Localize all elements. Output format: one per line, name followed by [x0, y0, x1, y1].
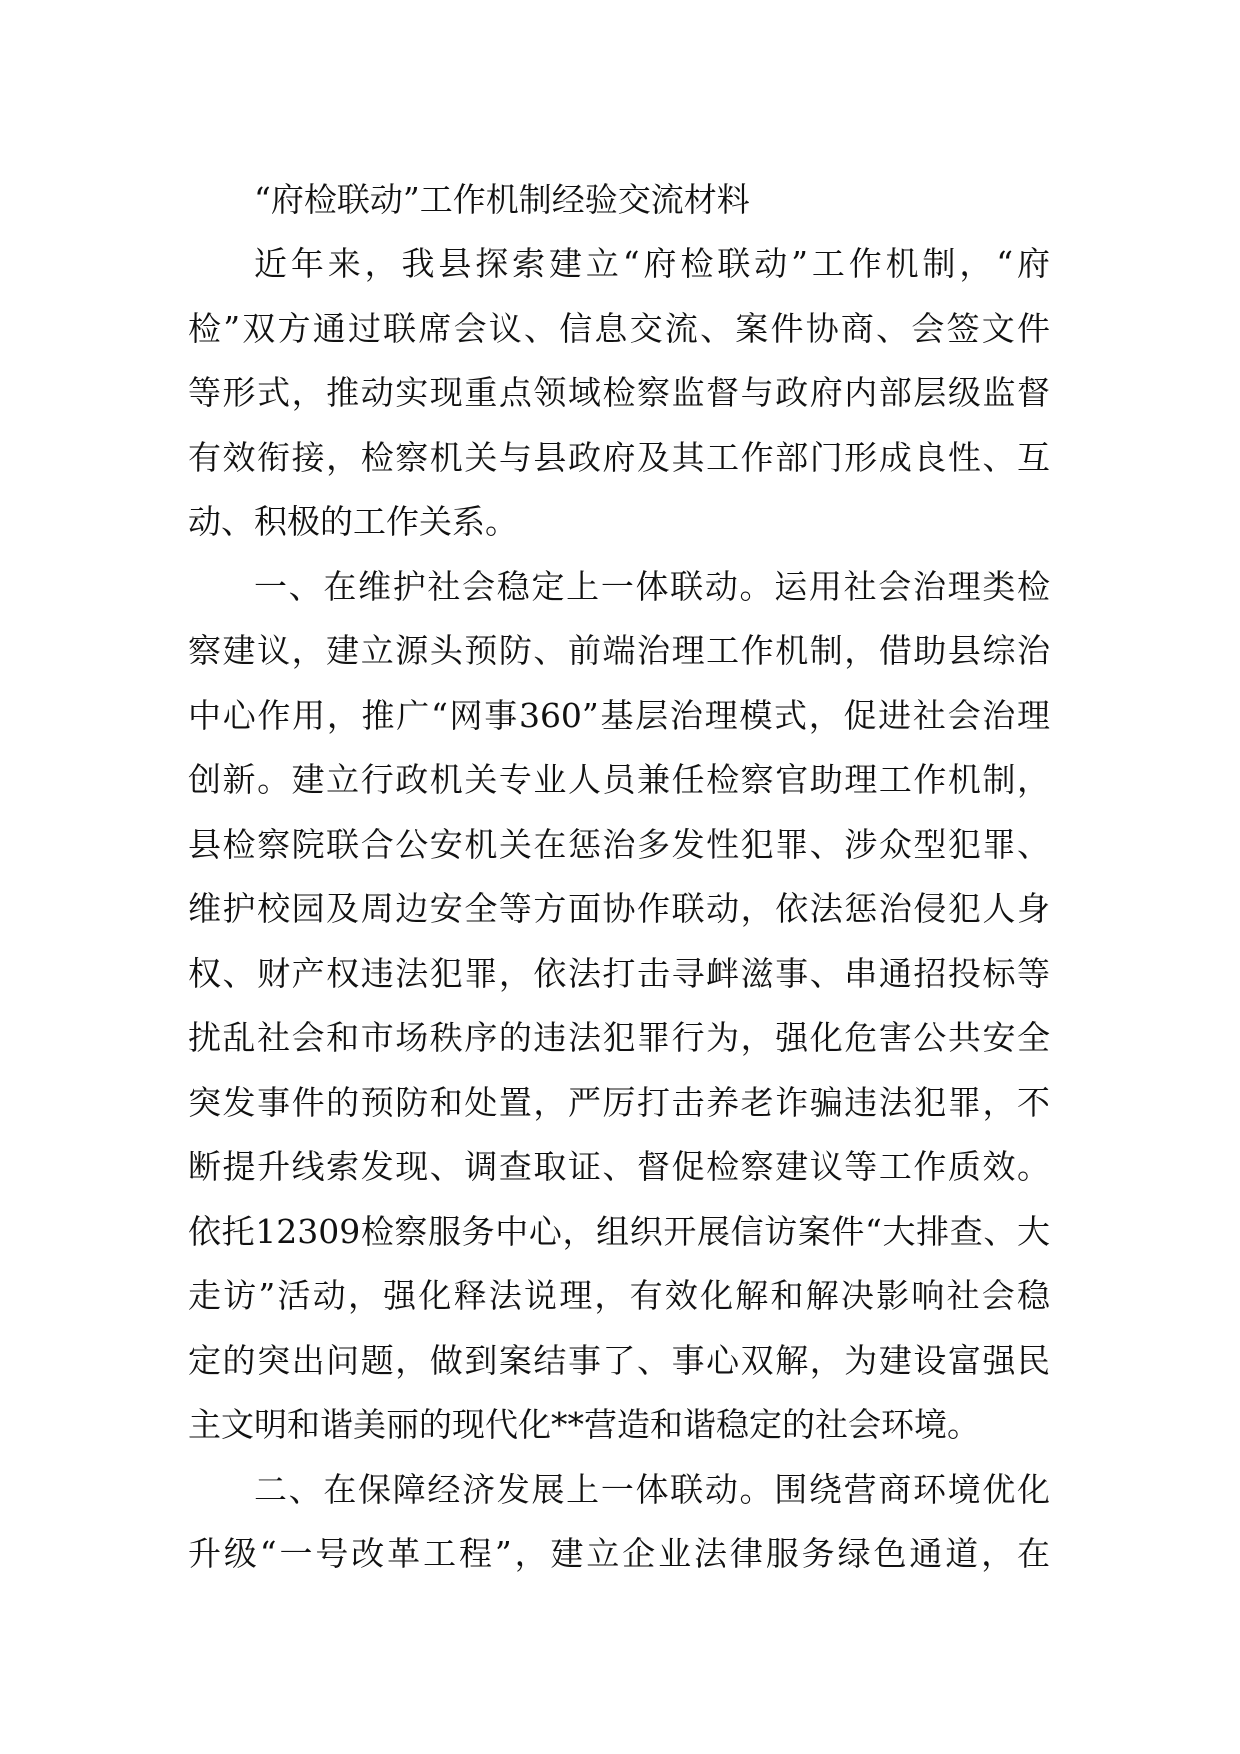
text-line: 等形式，推动实现重点领域检察监督与政府内部层级监督 [188, 373, 1050, 412]
text-line: 中心作用，推广“网事360”基层治理模式，促进社会治理 [188, 695, 1050, 735]
text-line: 权、财产权违法犯罪，依法打击寻衅滋事、串通招投标等 [188, 953, 1050, 993]
text-line: 突发事件的预防和处置，严厉打击养老诈骗违法犯罪，不 [188, 1082, 1050, 1122]
text-line: 依托12309检察服务中心，组织开展信访案件“大排查、大 [188, 1211, 1050, 1251]
text-line: 有效衔接，检察机关与县政府及其工作部门形成良性、互 [188, 437, 1050, 477]
text-line: 二、在保障经济发展上一体联动。围绕营商环境优化 [254, 1469, 1050, 1509]
text-line: 创新。建立行政机关专业人员兼任检察官助理工作机制， [188, 760, 1050, 799]
text-line: 扰乱社会和市场秩序的违法犯罪行为，强化危害公共安全 [188, 1018, 1050, 1057]
text-line: 察建议，建立源头预防、前端治理工作机制，借助县综治 [188, 631, 1050, 670]
text-line: 定的突出问题，做到案结事了、事心双解，为建设富强民 [188, 1340, 1050, 1380]
text-line: 主文明和谐美丽的现代化**营造和谐稳定的社会环境。 [188, 1405, 980, 1444]
text-line: 检”双方通过联席会议、信息交流、案件协商、会签文件 [188, 308, 1050, 348]
text-line: 维护校园及周边安全等方面协作联动，依法惩治侵犯人身 [188, 889, 1050, 928]
text-line: 动、积极的工作关系。 [188, 502, 518, 541]
document-title: “府检联动”工作机制经验交流材料 [254, 180, 750, 219]
text-line: 断提升线索发现、调查取证、督促检察建议等工作质效。 [188, 1147, 1050, 1186]
text-line: 近年来，我县探索建立“府检联动”工作机制，“府 [254, 244, 1050, 283]
paragraph-section-2 [188, 1458, 1050, 1587]
text-line: 一、在维护社会稳定上一体联动。运用社会治理类检 [254, 566, 1050, 606]
paragraph-intro [188, 232, 1050, 555]
paragraph-section-1 [188, 555, 1050, 1458]
text-line: 县检察院联合公安机关在惩治多发性犯罪、涉众型犯罪、 [188, 824, 1050, 864]
text-line: 走访”活动，强化释法说理，有效化解和解决影响社会稳 [188, 1276, 1050, 1315]
text-line: 升级“一号改革工程”，建立企业法律服务绿色通道，在 [188, 1534, 1050, 1573]
document-body [188, 168, 1050, 1587]
